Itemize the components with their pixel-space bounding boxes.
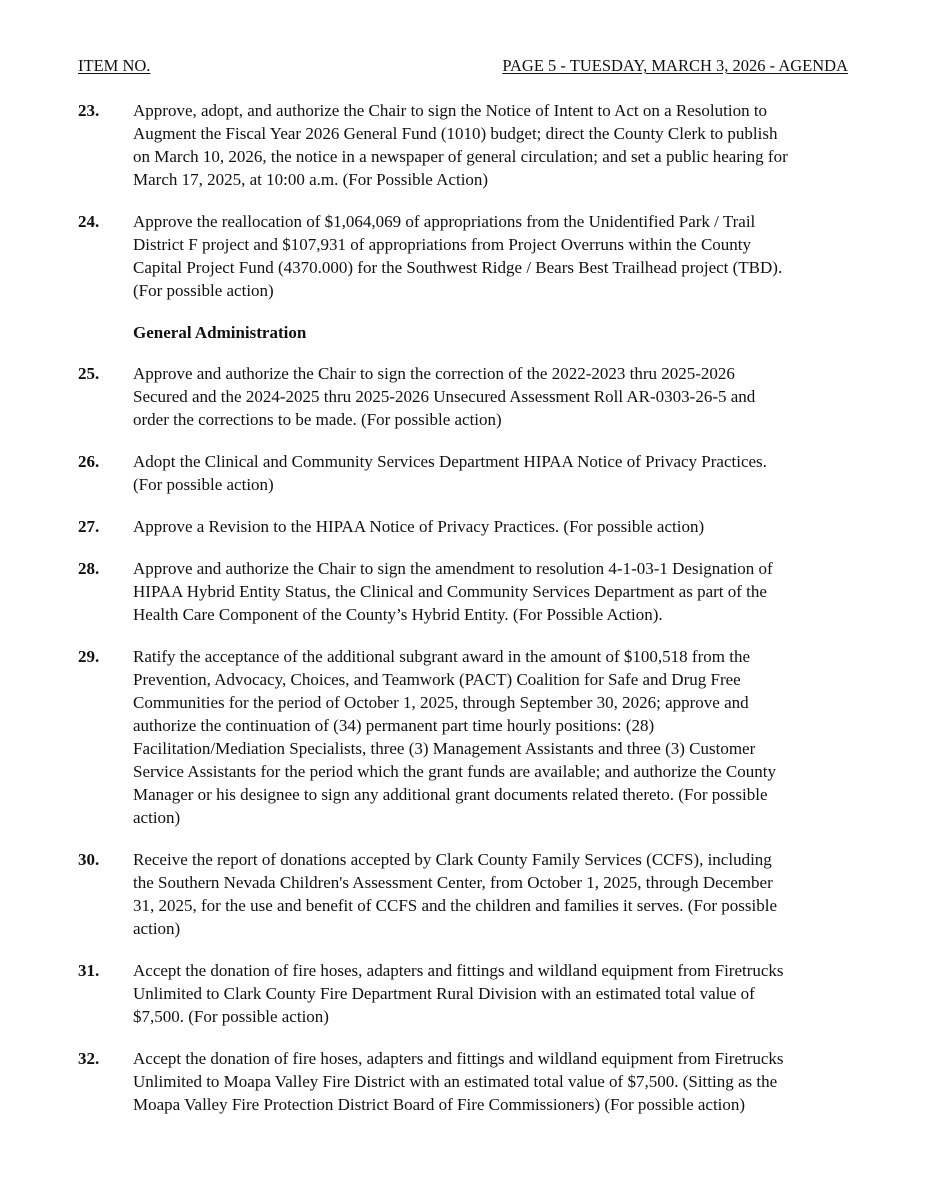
agenda-item-25 [78, 362, 848, 431]
item-text: Adopt the Clinical and Community Services Department HIPAA Notice of Privacy Practices. (For possible action) [133, 452, 767, 494]
item-number: 32. [78, 1049, 100, 1068]
agenda-item-24 [78, 210, 848, 302]
item-number: 29. [78, 647, 100, 666]
item-text: Accept the donation of fire hoses, adapters and fittings and wildland equipment from Firetrucks Unlimited to Moapa Valley Fire District with an estimated total value of $7,500. (Sitting as the Moapa Valley Fire Protection District Board of Fire Commissioners) (For possible action) [133, 1049, 784, 1114]
page-header [78, 56, 848, 78]
item-text: Accept the donation of fire hoses, adapters and fittings and wildland equipment from Firetrucks Unlimited to Clark County Fire Department Rural Division with an estimated total value of $7,500. (For possible action) [133, 961, 784, 1026]
item-text: Approve and authorize the Chair to sign the amendment to resolution 4-1-03-1 Designation of HIPAA Hybrid Entity Status, the Clinical and Community Services Department as part of the Health Care Component of the County’s Hybrid Entity. (For Possible Action). [133, 559, 773, 624]
item-text: Approve a Revision to the HIPAA Notice of Privacy Practices. (For possible action) [133, 517, 705, 536]
agenda-item-30 [78, 848, 848, 940]
item-number: 23. [78, 101, 100, 120]
section-heading-general-administration: General Administration [133, 323, 307, 342]
item-number: 25. [78, 364, 100, 383]
agenda-items [78, 99, 848, 1135]
agenda-item-27 [78, 515, 848, 538]
item-number: 26. [78, 452, 100, 471]
item-text: Ratify the acceptance of the additional subgrant award in the amount of $100,518 from the Prevention, Advocacy, Choices, and Teamwork (PACT) Coalition for Safe and Drug Free Communities for the period of October 1, 2025, through September 30, 2026; approve and authorize the continuation of (34) permanent part time hourly positions: (28) Facilitation/Mediation Specialists, three (3) Management Assistants and three (3) Customer Service Assistants for the period which the grant funds are available; and authorize the County Manager or his designee to sign any additional grant documents related thereto. (For possible action) [133, 647, 776, 827]
item-no-label: ITEM NO. [78, 56, 151, 75]
agenda-item-23 [78, 99, 848, 191]
item-text: Approve, adopt, and authorize the Chair to sign the Notice of Intent to Act on a Resolution to Augment the Fiscal Year 2026 General Fund (1010) budget; direct the County Clerk to publish on March 10, 2026, the notice in a newspaper of general circulation; and set a public hearing for March 17, 2025, at 10:00 a.m. (For Possible Action) [133, 101, 788, 189]
item-number: 27. [78, 517, 100, 536]
item-number: 28. [78, 559, 100, 578]
item-text: Receive the report of donations accepted by Clark County Family Services (CCFS), including the Southern Nevada Children's Assessment Center, from October 1, 2025, through December 31, 2025, for the use and benefit of CCFS and the children and families it serves. (For possible action) [133, 850, 777, 938]
agenda-item-31 [78, 959, 848, 1028]
item-text: Approve and authorize the Chair to sign the correction of the 2022-2023 thru 2025-2026 Secured and the 2024-2025 thru 2025-2026 Unsecured Assessment Roll AR-0303-26-5 and order the corrections to be made. (For possible action) [133, 364, 756, 429]
item-text: Approve the reallocation of $1,064,069 of appropriations from the Unidentified Park / Trail District F project and $107,931 of appropriations from Project Overruns within the County Capital Project Fund (4370.000) for the Southwest Ridge / Bears Best Trailhead project (TBD). (For possible action) [133, 212, 783, 300]
page-info-label: PAGE 5 - TUESDAY, MARCH 3, 2026 - AGENDA [502, 56, 848, 75]
item-number: 30. [78, 850, 100, 869]
agenda-item-29 [78, 645, 848, 829]
agenda-item-26 [78, 450, 848, 496]
item-number: 31. [78, 961, 100, 980]
agenda-item-28 [78, 557, 848, 626]
agenda-item-32 [78, 1047, 848, 1116]
item-number: 24. [78, 212, 100, 231]
